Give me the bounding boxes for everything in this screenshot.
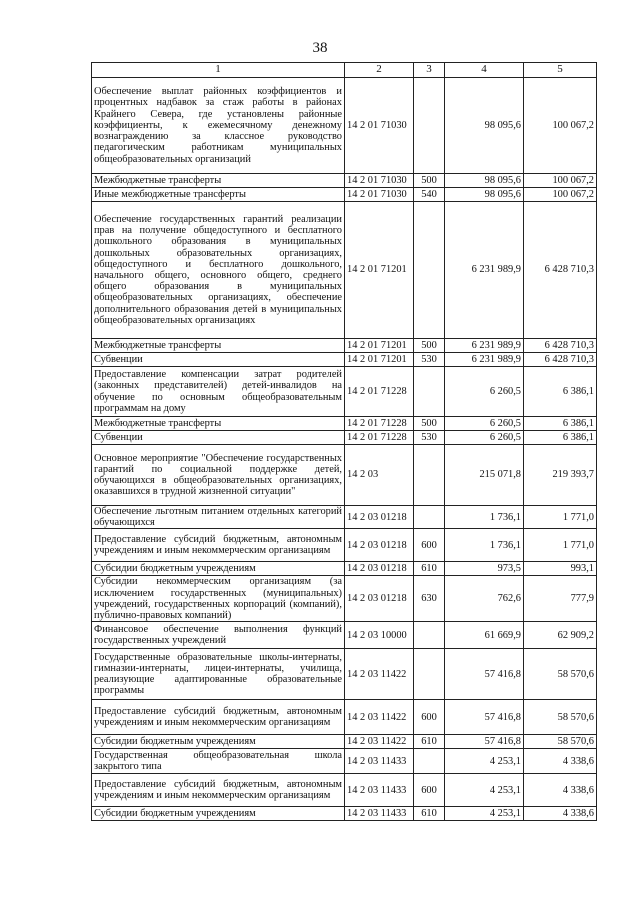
row-value-year-1: 4 253,1 <box>445 749 524 774</box>
row-name: Иные межбюджетные трансферты <box>92 188 345 202</box>
row-value-year-2: 1 771,0 <box>524 529 597 562</box>
row-name: Государственные образовательные школы-интернаты, гимназии-интернаты, лицеи-интернаты, училища, реализующие адаптированные образовательные программы <box>92 649 345 700</box>
row-name: Государственная общеобразовательная школа закрытого типа <box>92 749 345 774</box>
row-value-year-2: 993,1 <box>524 562 597 576</box>
row-name: Субсидии бюджетным учреждениям <box>92 807 345 821</box>
row-value-year-1: 4 253,1 <box>445 774 524 807</box>
budget-table <box>91 62 597 821</box>
row-value-year-2: 6 386,1 <box>524 417 597 431</box>
table-row <box>92 506 597 529</box>
table-row <box>92 339 597 353</box>
row-expense-type: 610 <box>414 735 445 749</box>
row-code: 14 2 01 71201 <box>345 339 414 353</box>
row-code: 14 2 01 71228 <box>345 417 414 431</box>
row-expense-type <box>414 506 445 529</box>
row-code: 14 2 03 11433 <box>345 749 414 774</box>
table-row <box>92 649 597 700</box>
row-value-year-2: 58 570,6 <box>524 735 597 749</box>
table-row <box>92 445 597 506</box>
row-value-year-1: 6 231 989,9 <box>445 339 524 353</box>
row-name: Межбюджетные трансферты <box>92 339 345 353</box>
table-row <box>92 529 597 562</box>
table-row <box>92 202 597 339</box>
row-name: Предоставление компенсации затрат родителей (законных представителей) детей-инвалидов на обучение по основным общеобразовательным программам на дому <box>92 367 345 417</box>
row-code: 14 2 03 <box>345 445 414 506</box>
row-value-year-2: 62 909,2 <box>524 622 597 649</box>
table-row <box>92 353 597 367</box>
row-value-year-2: 100 067,2 <box>524 78 597 174</box>
row-value-year-2: 58 570,6 <box>524 649 597 700</box>
page-number: 38 <box>312 40 328 56</box>
row-code: 14 2 03 01218 <box>345 576 414 622</box>
table-row <box>92 188 597 202</box>
row-expense-type <box>414 649 445 700</box>
row-expense-type <box>414 202 445 339</box>
row-code: 14 2 01 71030 <box>345 174 414 188</box>
row-name: Обеспечение льготным питанием отдельных категорий обучающихся <box>92 506 345 529</box>
header-cell-3: 3 <box>414 63 445 78</box>
row-expense-type: 530 <box>414 353 445 367</box>
row-name: Субвенции <box>92 431 345 445</box>
row-code: 14 2 03 11433 <box>345 807 414 821</box>
row-value-year-2: 6 428 710,3 <box>524 353 597 367</box>
header-cell-2: 2 <box>345 63 414 78</box>
table-row <box>92 562 597 576</box>
row-expense-type <box>414 622 445 649</box>
row-expense-type: 630 <box>414 576 445 622</box>
table-row <box>92 807 597 821</box>
row-value-year-1: 98 095,6 <box>445 174 524 188</box>
table-row <box>92 174 597 188</box>
row-value-year-1: 215 071,8 <box>445 445 524 506</box>
header-cell-4: 4 <box>445 63 524 78</box>
row-code: 14 2 03 11422 <box>345 700 414 735</box>
table-row <box>92 622 597 649</box>
row-name: Предоставление субсидий бюджетным, автономным учреждениям и иным некоммерческим организациям <box>92 529 345 562</box>
row-name: Обеспечение государственных гарантий реализации прав на получение общедоступного и бесплатного дошкольного образования в муниципальных дошкольных образовательных организациях, общедоступного и бесплатного дошкольного, начального общего, основного общего, среднего общего образования в муниципальных общеобразовательных организациях, обеспечение дополнительного образования детей в муниципальных общеобразовательных организациях <box>92 202 345 339</box>
row-value-year-1: 4 253,1 <box>445 807 524 821</box>
row-expense-type: 600 <box>414 700 445 735</box>
row-code: 14 2 03 10000 <box>345 622 414 649</box>
row-value-year-2: 4 338,6 <box>524 749 597 774</box>
row-code: 14 2 01 71228 <box>345 367 414 417</box>
row-value-year-1: 762,6 <box>445 576 524 622</box>
header-cell-1: 1 <box>92 63 345 78</box>
row-value-year-2: 4 338,6 <box>524 807 597 821</box>
row-name: Субсидии некоммерческим организациям (за исключением государственных (муниципальных) учреждений, государственных корпораций (компаний), публично-правовых компаний) <box>92 576 345 622</box>
row-name: Предоставление субсидий бюджетным, автономным учреждениям и иным некоммерческим организациям <box>92 700 345 735</box>
row-name: Предоставление субсидий бюджетным, автономным учреждениям и иным некоммерческим организациям <box>92 774 345 807</box>
row-name: Финансовое обеспечение выполнения функций государственных учреждений <box>92 622 345 649</box>
row-value-year-2: 6 386,1 <box>524 431 597 445</box>
row-code: 14 2 03 11433 <box>345 774 414 807</box>
table-row <box>92 749 597 774</box>
row-value-year-2: 100 067,2 <box>524 174 597 188</box>
row-value-year-1: 6 260,5 <box>445 367 524 417</box>
row-value-year-1: 57 416,8 <box>445 735 524 749</box>
row-code: 14 2 03 11422 <box>345 735 414 749</box>
row-value-year-1: 6 231 989,9 <box>445 353 524 367</box>
row-value-year-2: 6 386,1 <box>524 367 597 417</box>
row-code: 14 2 01 71030 <box>345 188 414 202</box>
row-value-year-2: 6 428 710,3 <box>524 339 597 353</box>
row-code: 14 2 03 01218 <box>345 529 414 562</box>
row-expense-type <box>414 78 445 174</box>
row-value-year-2: 100 067,2 <box>524 188 597 202</box>
row-expense-type: 610 <box>414 562 445 576</box>
row-value-year-1: 6 231 989,9 <box>445 202 524 339</box>
row-value-year-1: 1 736,1 <box>445 529 524 562</box>
row-expense-type <box>414 445 445 506</box>
table-row <box>92 417 597 431</box>
row-expense-type: 600 <box>414 529 445 562</box>
row-value-year-2: 4 338,6 <box>524 774 597 807</box>
row-value-year-1: 6 260,5 <box>445 417 524 431</box>
row-value-year-1: 98 095,6 <box>445 188 524 202</box>
table-row <box>92 774 597 807</box>
header-cell-5: 5 <box>524 63 597 78</box>
row-name: Обеспечение выплат районных коэффициентов и процентных надбавок за стаж работы в районах Крайнего Севера, где установлены районные коэффициенты, к ежемесячному денежному вознаграждению за классное руководство педагогическим работникам муниципальных общеобразовательных организаций <box>92 78 345 174</box>
row-code: 14 2 03 11422 <box>345 649 414 700</box>
row-code: 14 2 01 71228 <box>345 431 414 445</box>
row-value-year-1: 6 260,5 <box>445 431 524 445</box>
row-value-year-1: 98 095,6 <box>445 78 524 174</box>
row-expense-type: 500 <box>414 339 445 353</box>
row-value-year-1: 57 416,8 <box>445 649 524 700</box>
row-name: Субсидии бюджетным учреждениям <box>92 562 345 576</box>
row-value-year-1: 57 416,8 <box>445 700 524 735</box>
row-expense-type: 500 <box>414 417 445 431</box>
row-expense-type <box>414 749 445 774</box>
table-row <box>92 576 597 622</box>
row-expense-type: 530 <box>414 431 445 445</box>
row-value-year-1: 61 669,9 <box>445 622 524 649</box>
row-code: 14 2 01 71030 <box>345 78 414 174</box>
table-row <box>92 700 597 735</box>
row-name: Межбюджетные трансферты <box>92 174 345 188</box>
row-value-year-1: 973,5 <box>445 562 524 576</box>
row-name: Субсидии бюджетным учреждениям <box>92 735 345 749</box>
row-code: 14 2 01 71201 <box>345 353 414 367</box>
table-row <box>92 735 597 749</box>
table-row <box>92 367 597 417</box>
row-expense-type <box>414 367 445 417</box>
row-expense-type: 600 <box>414 774 445 807</box>
header-row <box>92 63 597 78</box>
row-value-year-2: 58 570,6 <box>524 700 597 735</box>
row-expense-type: 610 <box>414 807 445 821</box>
table-row <box>92 78 597 174</box>
row-expense-type: 540 <box>414 188 445 202</box>
row-value-year-1: 1 736,1 <box>445 506 524 529</box>
row-code: 14 2 03 01218 <box>345 506 414 529</box>
row-name: Субвенции <box>92 353 345 367</box>
row-value-year-2: 777,9 <box>524 576 597 622</box>
row-code: 14 2 03 01218 <box>345 562 414 576</box>
row-name: Основное мероприятие "Обеспечение государственных гарантий по социальной поддержке детей, обучающихся в общеобразовательных организациях, оказавшихся в трудной жизненной ситуации" <box>92 445 345 506</box>
row-expense-type: 500 <box>414 174 445 188</box>
row-name: Межбюджетные трансферты <box>92 417 345 431</box>
row-value-year-2: 6 428 710,3 <box>524 202 597 339</box>
row-value-year-2: 219 393,7 <box>524 445 597 506</box>
row-code: 14 2 01 71201 <box>345 202 414 339</box>
table-row <box>92 431 597 445</box>
row-value-year-2: 1 771,0 <box>524 506 597 529</box>
